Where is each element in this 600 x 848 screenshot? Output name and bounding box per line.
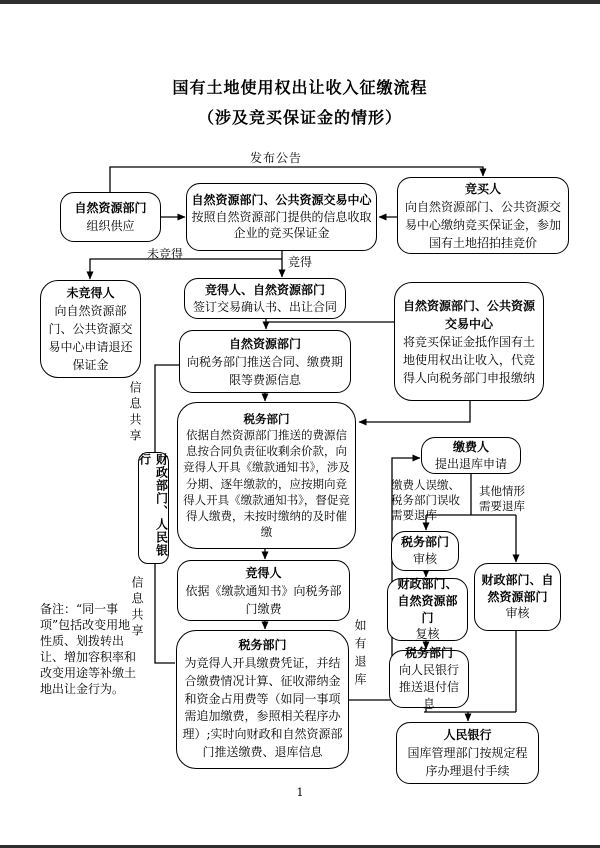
node-title: 自然资源部门、公共资源交易中心 [402, 298, 535, 331]
node-title: 竞得人 [245, 565, 282, 580]
node-title: 财政部门、自然资源部门 [397, 576, 458, 625]
note-remark: 备注：“同一事项”包括改变用地性质、划拨转出让、增加容积率和改变用途等补缴土地出让金行为。 [40, 602, 137, 696]
label-other-refund: 其他情形需要退库 [479, 484, 525, 513]
label-info-share-bottom: 信息共享 [130, 576, 144, 640]
node-bidder [397, 177, 569, 254]
node-body: 向自然资源部门、公共资源交易中心申请退还保证金 [48, 304, 133, 372]
node-title: 财政部门、自然资源部门 [481, 572, 554, 604]
node-losing-bidder [40, 280, 141, 378]
label-if-refund: 如有退库 [353, 619, 367, 691]
node-title: 财政部门、人民银行 [137, 453, 169, 557]
node-body: 审核 [412, 552, 437, 566]
page-number: 1 [296, 786, 304, 799]
node-body: 签订交易确认书、出让合同 [192, 299, 337, 314]
node-title: 竞得人、自然资源部门 [204, 282, 325, 297]
node-payer [421, 437, 521, 474]
page-subtitle: （涉及竞买保证金的情形） [197, 108, 402, 127]
label-publish-notice: 发布公告 [250, 151, 303, 165]
node-finance-pboc [138, 452, 169, 564]
node-title: 人民银行 [443, 728, 492, 742]
node-pboc [396, 722, 539, 784]
node-title: 未竞得人 [66, 286, 115, 300]
node-winner-pay [177, 560, 350, 621]
page-edge-top [0, 0, 600, 4]
node-push-fee-info [179, 330, 351, 393]
label-won: 竞得 [288, 255, 313, 269]
node-organize-supply [60, 192, 161, 242]
node-body: 向自然资源部门、公共资源交易中心缴纳竞买保证金，参加国有土地招拍挂竞价 [404, 199, 561, 250]
node-title: 自然资源部门 [228, 336, 301, 351]
node-finance-review [474, 563, 561, 631]
label-mispaid-refund: 缴费人误缴、税务部门误收需要退库 [391, 478, 460, 522]
node-body: 组织供应 [86, 219, 135, 233]
node-title: 税务部门 [238, 638, 287, 653]
node-title: 缴费人 [452, 439, 489, 454]
label-not-won: 未竞得 [147, 247, 184, 261]
node-title: 竞买人 [464, 181, 501, 196]
node-sign-contract [184, 278, 346, 319]
label-info-share-top: 信息共享 [128, 381, 142, 445]
node-title: 税务部门 [243, 412, 290, 427]
node-body: 向人民银行推送退付信息 [398, 663, 459, 711]
node-body: 为竞得人开具缴费凭证，并结合缴费情况计算、征收滞纳金和资金占用费等（如同一事项需追加缴费，参照相关程序办理）;实时向财政和自然资源部门推送缴费、退库信息 [182, 656, 343, 759]
node-body: 依据自然资源部门推送的费源信息按合同负责征收剩余价款，向竞得人开具《缴款通知书》，涉及分期、逐年缴款的，应按期向竞得人开具《缴款通知书》，督促竞得人缴费，未按时缴纳的及时催缴 [183, 428, 350, 539]
node-title: 自然资源部门 [74, 201, 147, 215]
node-title: 税务部门 [404, 646, 453, 661]
node-tax-review [391, 531, 459, 571]
node-tax-voucher [176, 630, 349, 769]
node-body: 按照自然资源部门提供的信息收取企业的竞买保证金 [191, 209, 372, 241]
node-title: 自然资源部门、公共资源交易中心 [191, 192, 372, 207]
node-title: 税务部门 [400, 535, 449, 550]
node-body: 向税务部门推送合同、缴费期限等费源信息 [186, 354, 343, 387]
page-title: 国有土地使用权出让收入征缴流程 [172, 78, 428, 97]
node-body: 审核 [505, 606, 530, 621]
node-tax-collect [177, 402, 356, 549]
node-body: 国库管理部门按规定程序办理退付手续 [407, 746, 528, 778]
node-tax-push-refund [389, 646, 469, 711]
node-deposit-offset [394, 282, 544, 401]
node-collect-deposit [186, 183, 377, 251]
node-body: 提出退库申请 [434, 456, 507, 471]
node-body: 复核 [415, 627, 440, 642]
node-body: 将竞买保证金抵作国有土地使用权出让收入，代竞得人向税务部门申报缴纳 [402, 334, 535, 385]
node-finance-recheck [387, 578, 468, 641]
node-body: 依据《缴款通知书》向税务部门缴费 [185, 583, 342, 616]
